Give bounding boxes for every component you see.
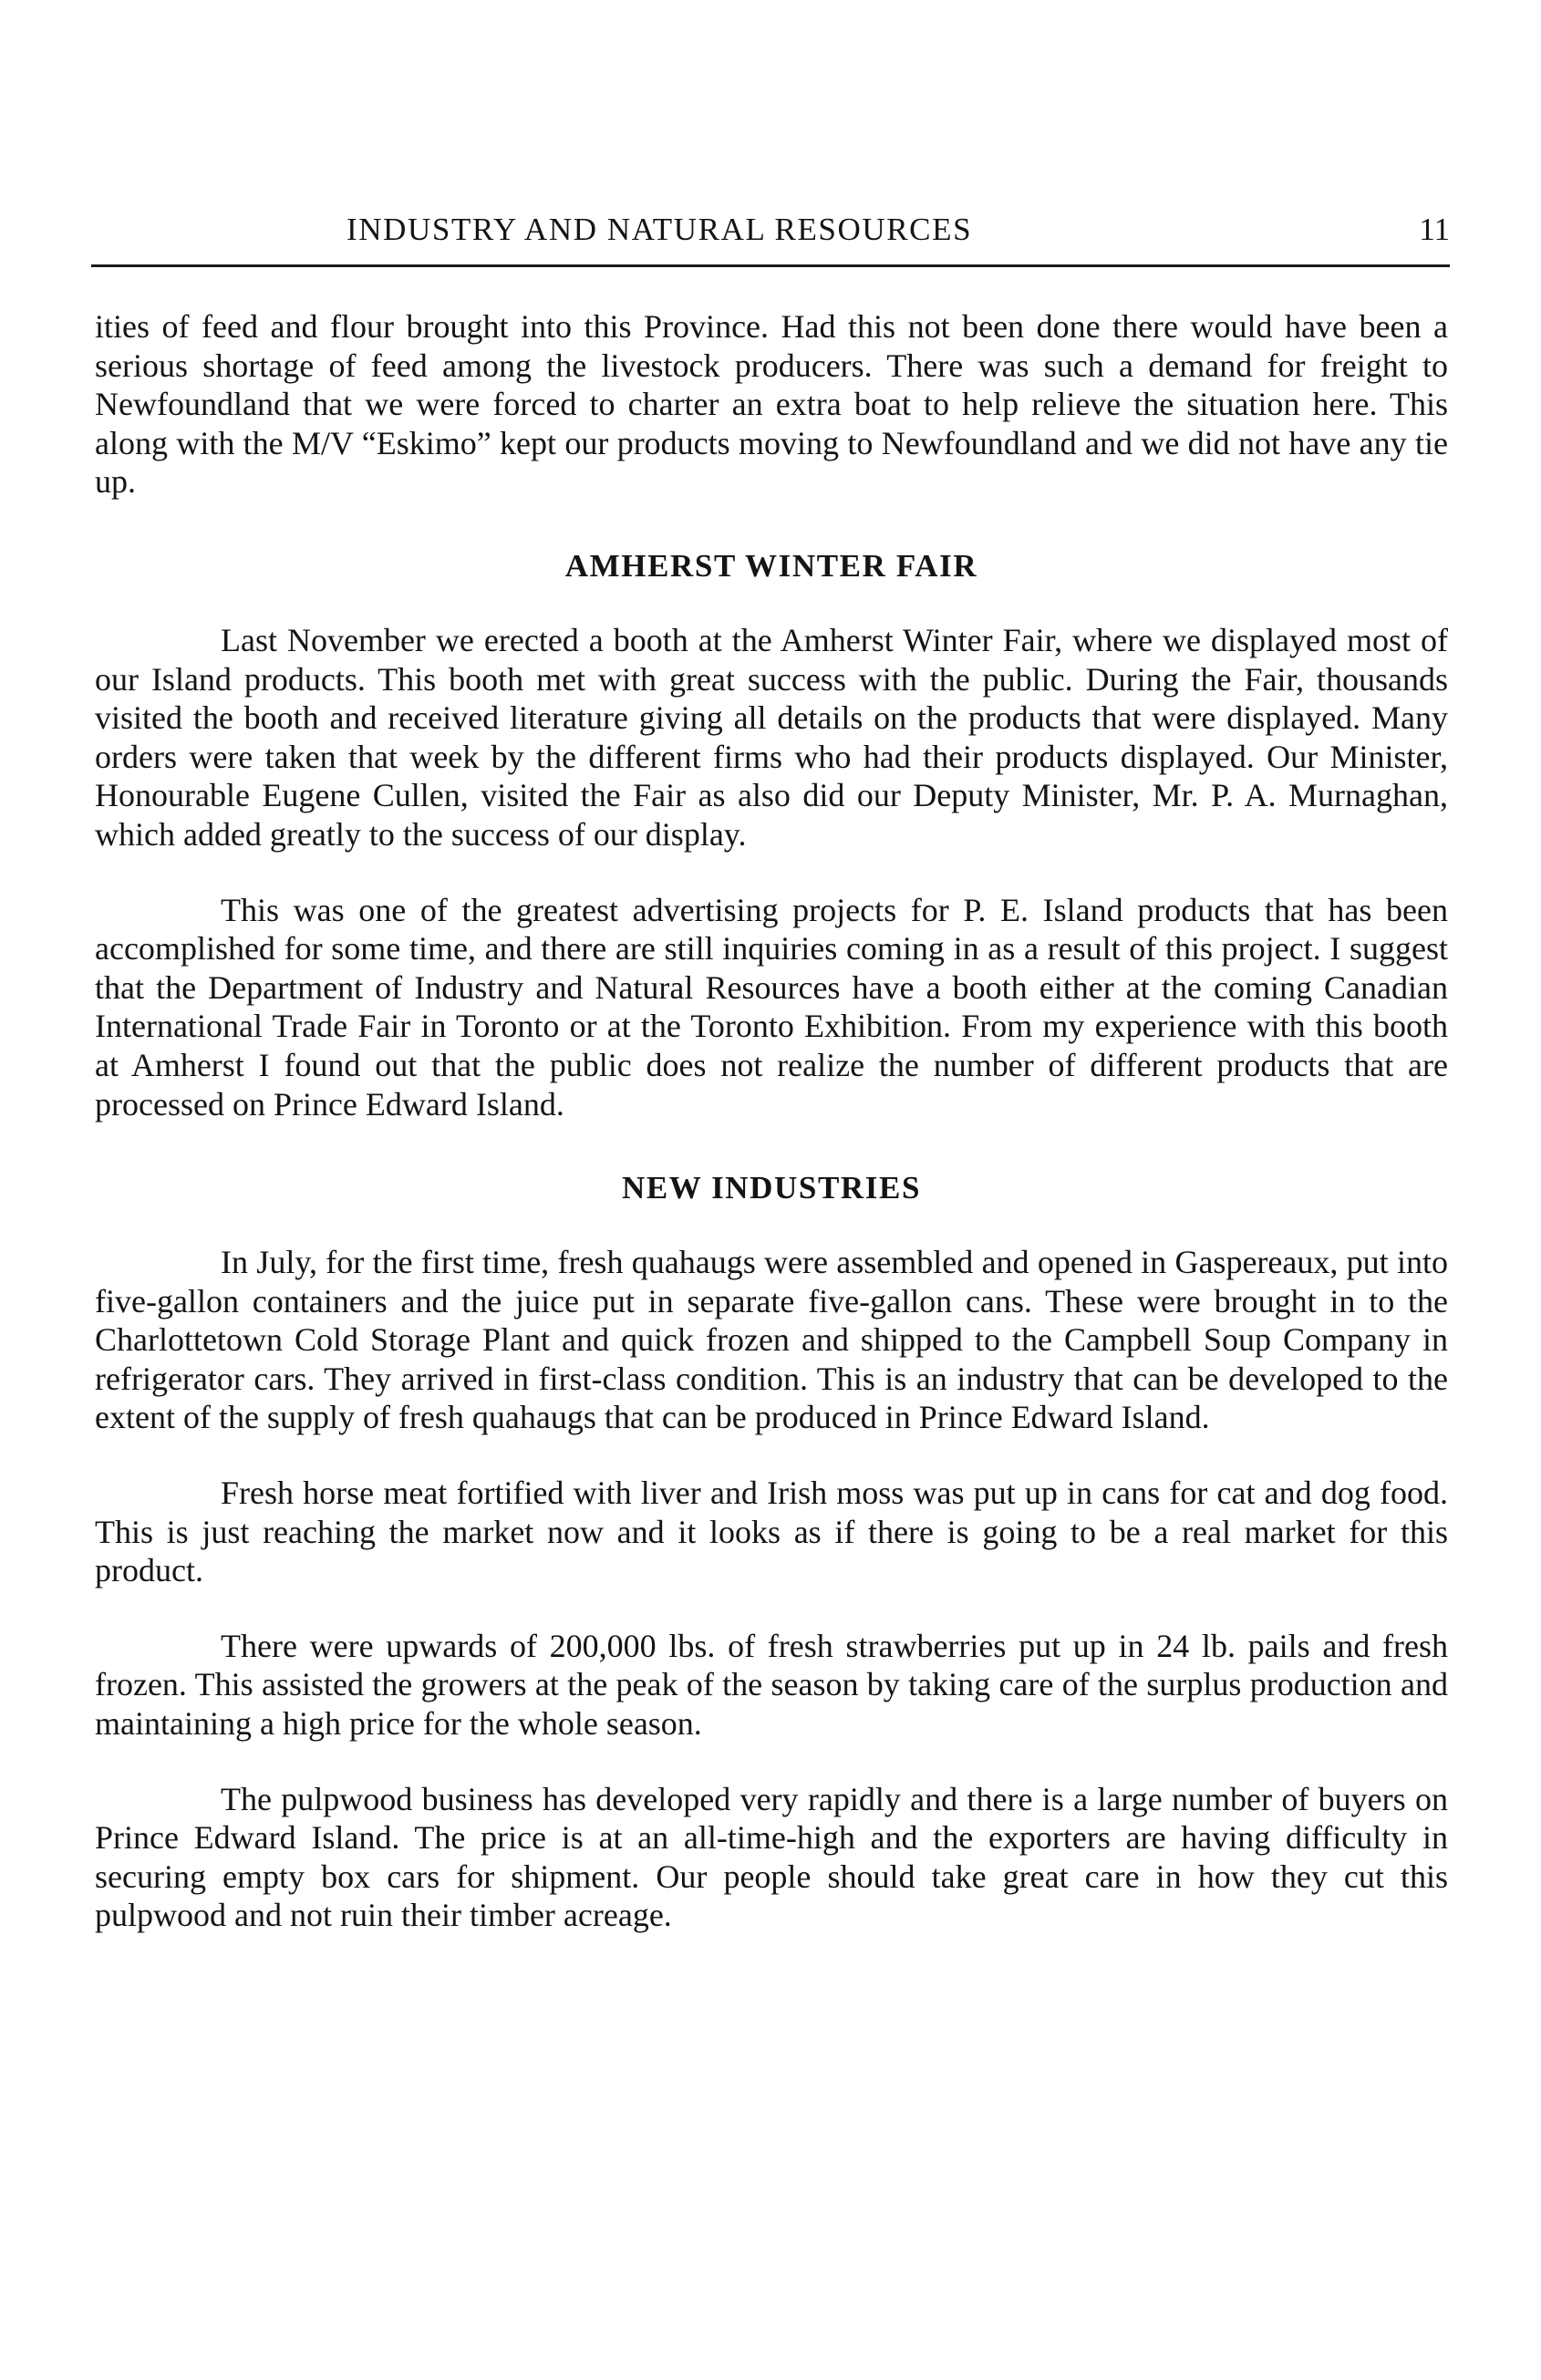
section-heading: NEW INDUSTRIES [621,1170,922,1206]
running-head-title: INDUSTRY AND NATURAL RESOURCES [346,212,973,247]
body-text [95,307,1448,1935]
section-heading: AMHERST WINTER FAIR [564,547,978,584]
paragraph: This was one of the greatest advertising projects for P. E. Island products that has been accomplished for some time, and there are still inquiries coming in as a result of this project. I suggest that the Department of Industry and Natural Resources have a booth either at the coming Canadian International Trade Fair in Toronto or at the Toronto Exhibition. From my experience with this booth at Amherst I found out that the public does not realize the number of different products that are processed on Prince Edward Island. [95,891,1448,1123]
running-head [91,212,1450,267]
page-number: 11 [1419,212,1450,247]
paragraph: In July, for the first time, fresh quahaugs were assembled and opened in Gaspereaux, put into five-gallon containers and the juice put in separate five-gallon cans. These were brought in to the Charlottetown Cold Storage Plant and quick frozen and shipped to the Campbell Soup Company in refrigerator cars. They arrived in first-class condition. This is an industry that can be developed to the extent of the supply of fresh quahaugs that can be produced in Prince Edward Island. [95,1244,1448,1436]
paragraph: The pulpwood business has developed very rapidly and there is a large number of buyers on Prince Edward Island. The price is at an all-time-high and the exporters are having difficulty in securing empty box cars for shipment. Our people should take great care in how they cut this pulpwood and not ruin their timber acreage. [95,1780,1448,1934]
paragraph: Fresh horse meat fortified with liver and Irish moss was put up in cans for cat and dog food. This is just reaching the market now and it looks as if there is going to be a real market for this product. [95,1475,1448,1589]
section-amherst-winter-fair [95,547,1448,1123]
section-new-industries [95,1169,1448,1935]
intro-paragraph: ities of feed and flour brought into this Province. Had this not been done there would have been a serious shortage of feed among the livestock producers. There was such a demand for freight to Newfoundland that we were forced to charter an extra boat to help relieve the situation here. This along with the M/V “Eskimo” kept our products moving to Newfoundland and we did not have any tie up. [95,308,1448,501]
paragraph: There were upwards of 200,000 lbs. of fresh strawberries put up in 24 lb. pails and fresh frozen. This assisted the growers at the peak of the season by taking care of the surplus production and maintaining a high price for the whole season. [95,1627,1448,1743]
paragraph: Last November we erected a booth at the Amherst Winter Fair, where we displayed most of our Island products. This booth met with great success with the public. During the Fair, thousands visited the booth and received literature giving all details on the products that were displayed. Many orders were taken that week by the different firms who had their products displayed. Our Minister, Honourable Eugene Cullen, visited the Fair as also did our Deputy Minister, Mr. P. A. Murnaghan, which added greatly to the success of our display. [95,621,1448,853]
